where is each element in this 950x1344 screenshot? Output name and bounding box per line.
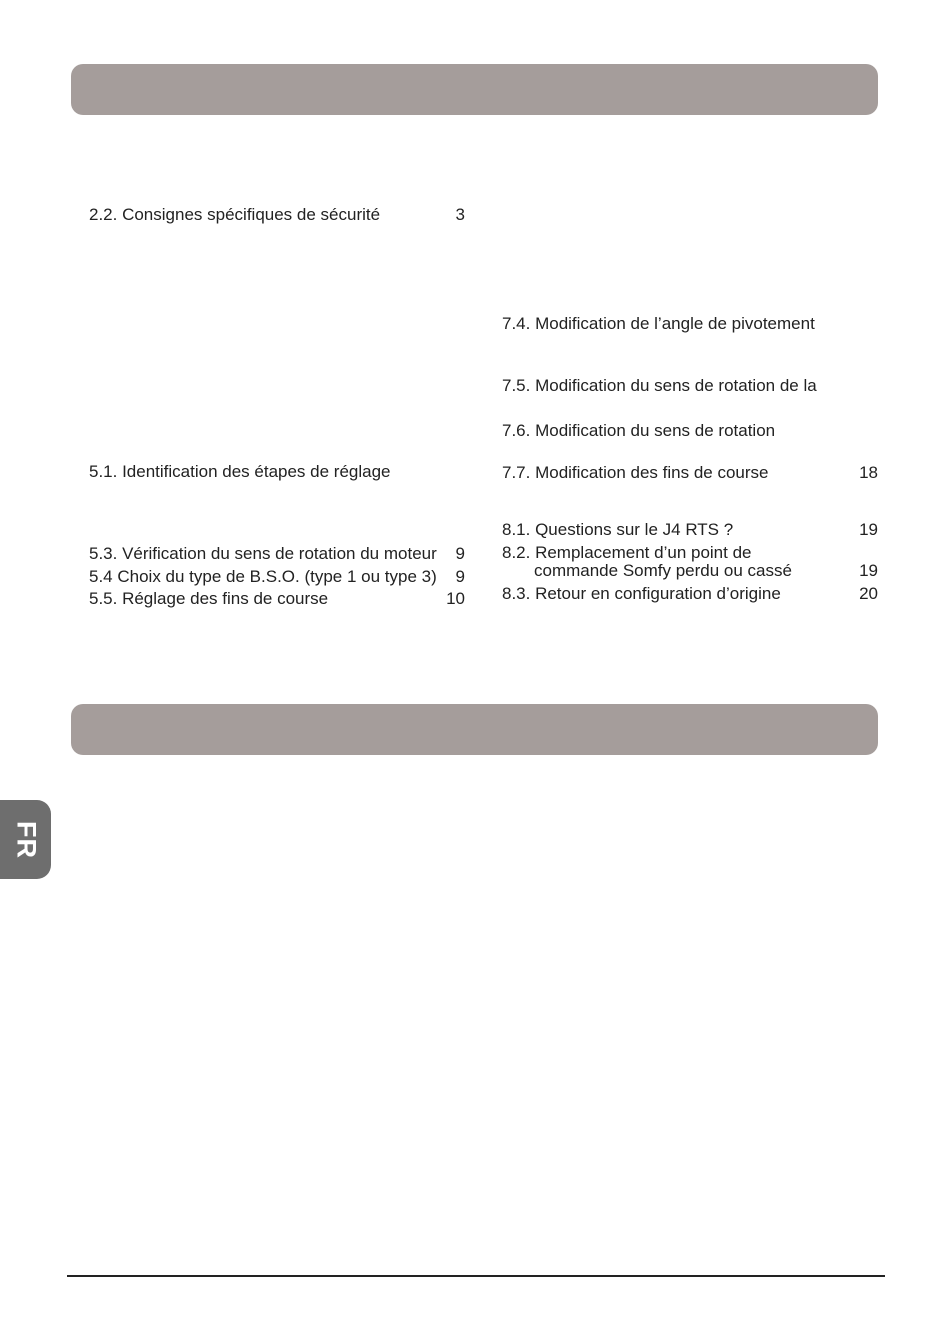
- section-header-band-top: [71, 64, 878, 115]
- toc-entry-page: 9: [455, 567, 465, 586]
- section-header-band-bottom: [71, 704, 878, 755]
- toc-entry-page: 19: [859, 561, 878, 580]
- toc-entry-page: 18: [859, 463, 878, 482]
- toc-entry-page: 20: [859, 584, 878, 603]
- toc-entry-title: 2.2. Consignes spécifiques de sécurité: [89, 205, 381, 224]
- toc-entry-page: 19: [859, 520, 878, 539]
- toc-entry-title: 5.4 Choix du type de B.S.O. (type 1 ou type 3): [89, 567, 437, 586]
- toc-entry-title: 8.3. Retour en configuration d’origine: [502, 584, 781, 603]
- toc-entry-title: 8.1. Questions sur le J4 RTS ?: [502, 520, 734, 539]
- toc-entry-title: 5.3. Vérification du sens de rotation du moteur: [89, 544, 437, 563]
- toc-entry-title: 7.6. Modification du sens de rotation: [502, 421, 776, 440]
- toc-entry-page: 9: [455, 544, 465, 563]
- toc-entry-title: 5.1. Identification des étapes de réglage: [89, 462, 391, 481]
- language-tab: [0, 800, 51, 879]
- language-tab-label: FR: [11, 820, 41, 859]
- footer-rule: [67, 1275, 885, 1277]
- toc-entry-page: 10: [446, 589, 465, 608]
- toc-entry-title: commande Somfy perdu ou cassé: [534, 561, 792, 580]
- toc-entry-title: 8.2. Remplacement d’un point de: [502, 543, 752, 562]
- toc-entry-title: 7.4. Modification de l’angle de pivotement: [502, 314, 815, 333]
- toc-entry-page: 3: [455, 205, 465, 224]
- toc-entry-title: 7.7. Modification des fins de course: [502, 463, 769, 482]
- toc-entry-title: 7.5. Modification du sens de rotation de la: [502, 376, 817, 395]
- toc-entry-title: 5.5. Réglage des fins de course: [89, 589, 329, 608]
